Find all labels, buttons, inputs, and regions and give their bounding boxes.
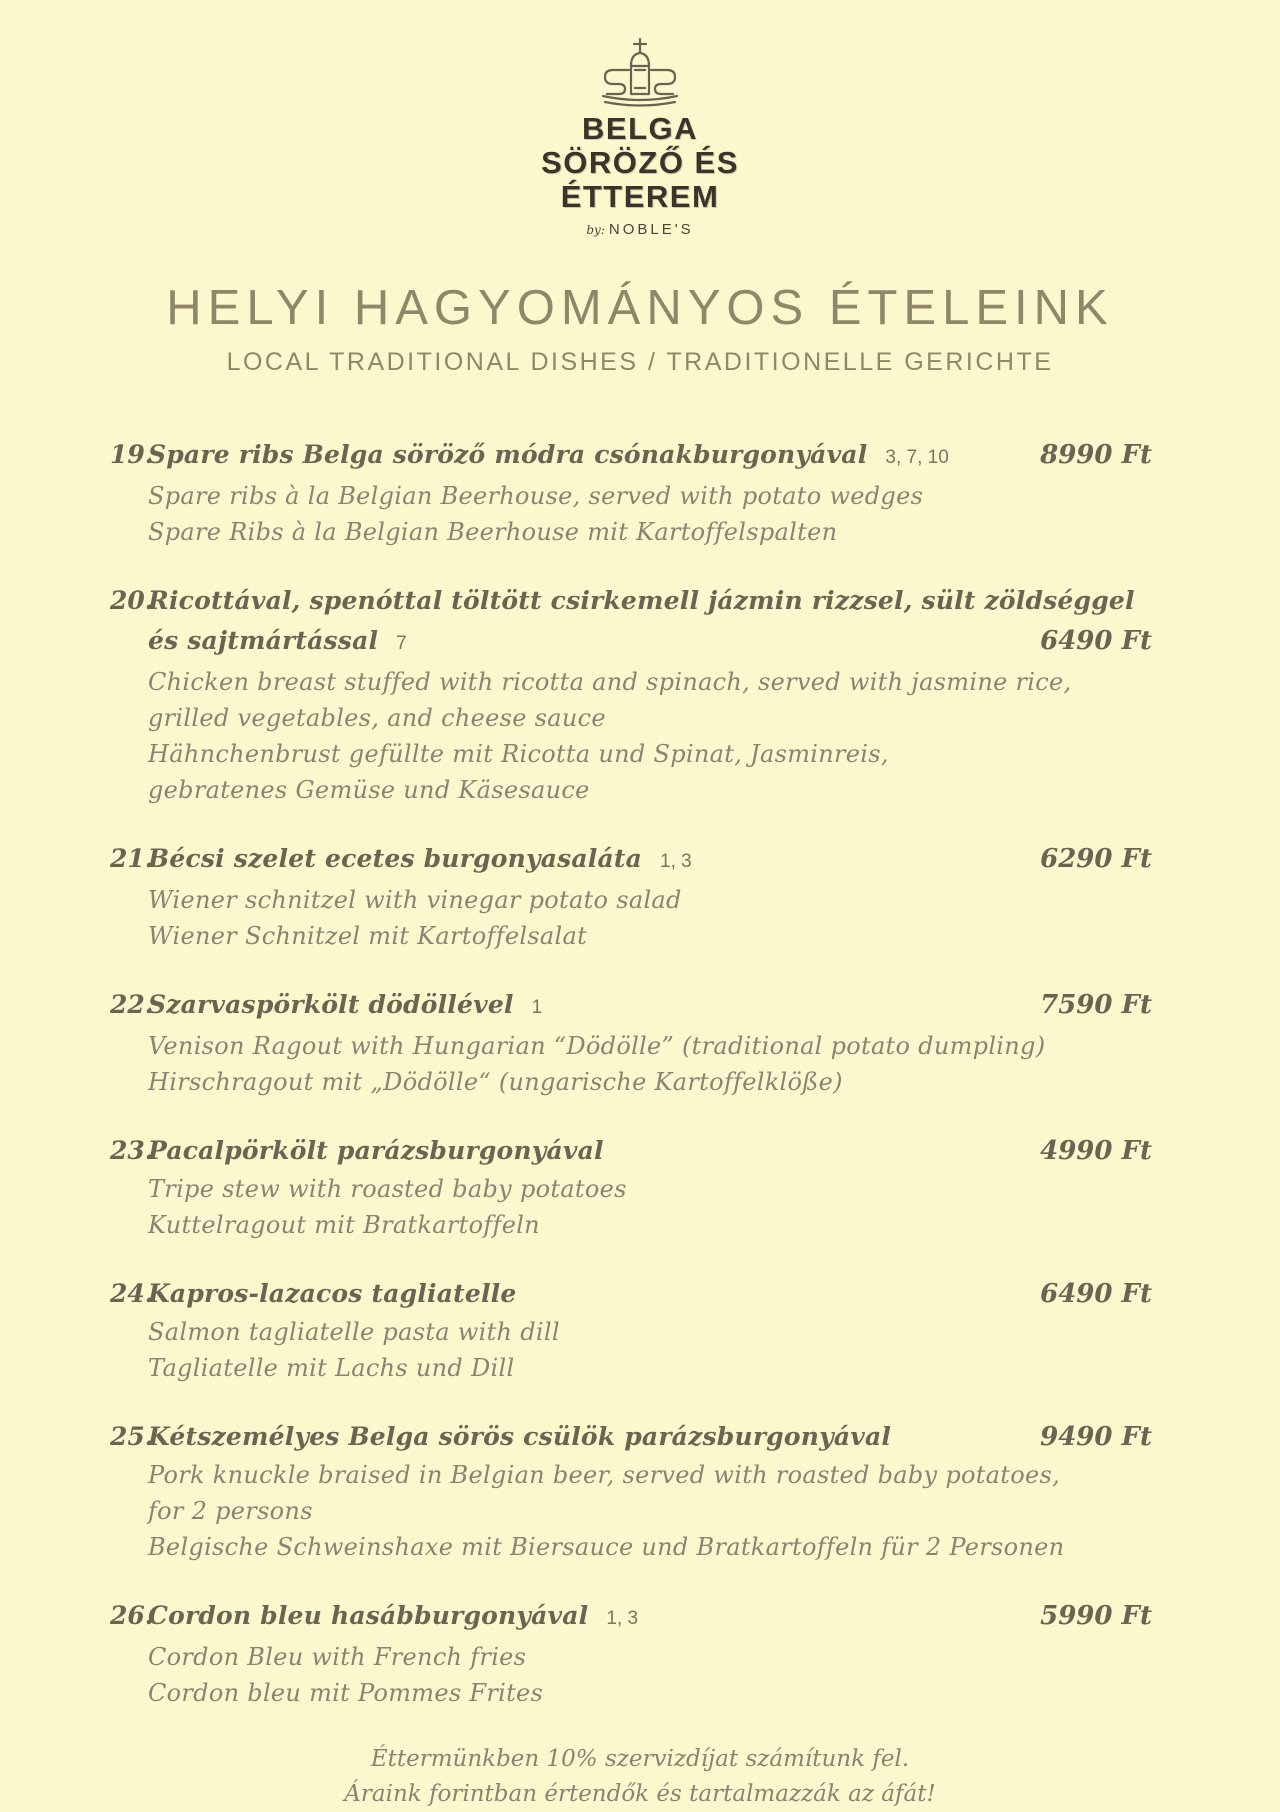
menu-item: [110, 1596, 1152, 1711]
item-number: 22.: [110, 990, 154, 1019]
footer-line-vat: Áraink forintban értendők és tartalmazzák az áfát!: [344, 1781, 936, 1807]
logo-text-line1: BELGA: [582, 111, 698, 146]
item-price: 6490 Ft: [1040, 1279, 1152, 1309]
footer-line-service-charge: Éttermünkben 10% szervizdíjat számítunk fel.: [370, 1746, 910, 1772]
menu-item: [110, 1131, 1152, 1243]
item-price: 8990 Ft: [1040, 440, 1152, 470]
item-description-line: Wiener schnitzel with vinegar potato salad: [148, 886, 682, 914]
restaurant-logo: [0, 36, 1280, 238]
item-name-line: [148, 985, 1152, 1028]
item-number: 21.: [110, 844, 154, 873]
item-name-line: [148, 435, 1152, 478]
item-allergen-numbers: 7: [396, 633, 407, 654]
item-description-line: gebratenes Gemüse und Käsesauce: [148, 776, 590, 804]
item-name-line: [148, 839, 1152, 882]
item-name-line: [148, 1417, 1152, 1457]
menu-list: [110, 435, 1152, 1742]
item-name-line: [148, 1596, 1152, 1639]
item-name: Kapros-lazacos tagliatelle: [148, 1279, 517, 1308]
menu-item: [110, 839, 1152, 954]
menu-item: [110, 435, 1152, 550]
footer-note: [0, 1742, 1280, 1812]
item-number: 23.: [110, 1136, 154, 1165]
item-description-line: Kuttelragout mit Bratkartoffeln: [148, 1211, 540, 1239]
item-description-line: Cordon bleu mit Pommes Frites: [148, 1679, 544, 1707]
item-name: Kétszemélyes Belga sörös csülök parázsburgonyával: [148, 1422, 892, 1451]
logo-byline: [0, 221, 1280, 238]
item-price: 9490 Ft: [1040, 1422, 1152, 1452]
byline-brand: NOBLE'S: [608, 221, 694, 238]
title-block: [0, 280, 1280, 377]
item-description-line: grilled vegetables, and cheese sauce: [148, 704, 606, 732]
item-price: 4990 Ft: [1040, 1136, 1152, 1166]
item-description-line: Hirschragout mit „Dödölle“ (ungarische Kartoffelklöße): [148, 1068, 843, 1096]
item-description-line: Chicken breast stuffed with ricotta and spinach, served with jasmine rice,: [148, 668, 1072, 696]
item-price: 6490 Ft: [1040, 626, 1152, 656]
item-description-line: Belgische Schweinshaxe mit Biersauce und Bratkartoffeln für 2 Personen: [148, 1533, 1065, 1561]
item-name: Ricottával, spenóttal töltött csirkemell jázmin rizzsel, sült zöldséggel: [148, 586, 1135, 615]
item-description-line: Cordon Bleu with French fries: [148, 1643, 527, 1671]
item-description-line: for 2 persons: [148, 1497, 313, 1525]
item-name: Spare ribs Belga söröző módra csónakburgonyával: [148, 440, 868, 469]
item-name: Cordon bleu hasábburgonyával: [148, 1601, 589, 1630]
crown-logo-icon: [577, 36, 703, 108]
item-description-line: Venison Ragout with Hungarian “Dödölle” (traditional potato dumpling): [148, 1032, 1046, 1060]
item-name-line: [148, 621, 1152, 664]
menu-item: [110, 1417, 1152, 1565]
item-price: 6290 Ft: [1040, 844, 1152, 874]
item-allergen-numbers: 1, 3: [660, 851, 692, 872]
byline-prefix: by:: [586, 223, 605, 237]
menu-item: [110, 581, 1152, 808]
logo-text-line3: ÉTTEREM: [560, 179, 720, 214]
item-allergen-numbers: 1, 3: [606, 1608, 639, 1629]
item-name: Szarvaspörkölt dödöllével: [148, 990, 514, 1019]
item-description-line: Pork knuckle braised in Belgian beer, served with roasted baby potatoes,: [148, 1461, 1061, 1489]
item-name-line: [148, 1274, 1152, 1314]
item-number: 24.: [110, 1279, 154, 1308]
item-description-line: Hähnchenbrust gefüllte mit Ricotta und Spinat, Jasminreis,: [148, 740, 889, 768]
item-description-line: Spare Ribs à la Belgian Beerhouse mit Kartoffelspalten: [148, 518, 838, 546]
item-number: 20.: [110, 586, 154, 615]
item-name: Pacalpörkölt parázsburgonyával: [148, 1136, 604, 1165]
item-description-line: Tripe stew with roasted baby potatoes: [148, 1175, 627, 1203]
item-name: Bécsi szelet ecetes burgonyasaláta: [148, 844, 643, 873]
menu-item: [110, 985, 1152, 1100]
item-allergen-numbers: 3, 7, 10: [885, 447, 949, 468]
menu-item: [110, 1274, 1152, 1386]
item-description-line: Salmon tagliatelle pasta with dill: [148, 1318, 560, 1346]
item-name: és sajtmártással: [148, 626, 379, 655]
item-name-line: [148, 581, 1152, 621]
page-subtitle: LOCAL TRADITIONAL DISHES / TRADITIONELLE GERICHTE: [226, 348, 1054, 376]
item-description-line: Spare ribs à la Belgian Beerhouse, served with potato wedges: [148, 482, 924, 510]
item-description-line: Tagliatelle mit Lachs und Dill: [148, 1354, 515, 1382]
page-title: HELYI HAGYOMÁNYOS ÉTELEINK: [166, 281, 1114, 335]
item-price: 5990 Ft: [1040, 1601, 1152, 1631]
logo-text-line2: SÖRÖZŐ ÉS: [541, 145, 739, 180]
item-name-line: [148, 1131, 1152, 1171]
item-number: 19.: [110, 440, 154, 469]
item-description-line: Wiener Schnitzel mit Kartoffelsalat: [148, 922, 588, 950]
item-number: 25.: [110, 1422, 154, 1451]
item-number: 26.: [110, 1601, 154, 1630]
item-price: 7590 Ft: [1040, 990, 1152, 1020]
item-allergen-numbers: 1: [531, 997, 543, 1018]
